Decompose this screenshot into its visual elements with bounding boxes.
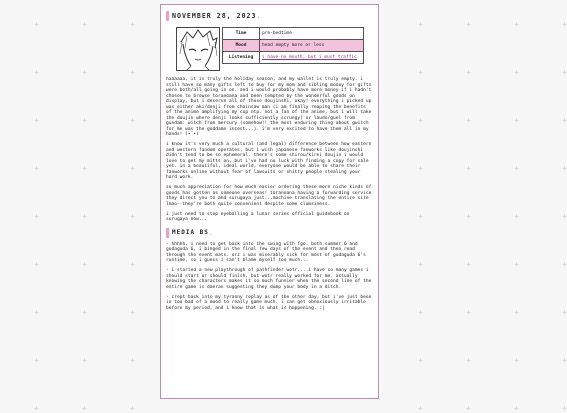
media-list-item [166, 242, 373, 264]
background-dot: + [34, 116, 39, 125]
background-dot: + [562, 356, 567, 365]
section-title: MEDIA BS [172, 229, 209, 236]
entry-date: NOVEMBER 28, 2023 [172, 12, 257, 20]
media-item-text: crept back into my tyranny replay as of the other day, but i've just been in too bad of a mood to really game much. i can get obnoxiously irritable before my period, and i know that is what is happening. :| [166, 294, 372, 311]
background-dot: + [562, 212, 567, 221]
entry-header [166, 11, 373, 21]
media-list-item [166, 268, 373, 290]
status-table [222, 27, 364, 64]
background-dot: + [82, 212, 87, 221]
background-dot: + [130, 116, 135, 125]
background-dot: + [562, 308, 567, 317]
background-dot: + [514, 212, 519, 221]
date-dot: . [256, 12, 261, 20]
background-dot: + [466, 260, 471, 269]
background-dot: + [514, 20, 519, 29]
background-dot: + [466, 164, 471, 173]
media-item-text: hhhhh, i need to get back into the swing with fgo. both summer 6 and gudaguda 6, i binged in the final few days of the event and then read through the event mats. orz i was miserably sick for most of gudaguda 6's runtime, so i guess i can't blame myself too much... [166, 241, 366, 263]
status-row-mood [223, 40, 364, 52]
background-dot: + [514, 68, 519, 77]
background-dot: + [34, 164, 39, 173]
background-dot: + [562, 164, 567, 173]
background-dot: + [82, 116, 87, 125]
media-section-header [166, 228, 373, 238]
bullet-icon: • [166, 294, 169, 300]
background-dot: + [34, 404, 39, 413]
status-value [260, 52, 364, 64]
background-dot: + [514, 404, 519, 413]
avatar [176, 27, 220, 71]
background-dot: + [418, 164, 423, 173]
background-dot: + [562, 404, 567, 413]
background-dot: + [130, 68, 135, 77]
background-dot: + [418, 20, 423, 29]
background-dot: + [34, 212, 39, 221]
status-key: Listening [223, 52, 260, 64]
entry-paragraph: i know it's very much a cultural (and legal) difference between how eastern and western fandom operates, but i wish japanese fanworks like doujinshi didn't tend to be so ephemeral. there's some shirou/kirei doujin i would love to get my mitts on, but i've had no luck with finding a copy for sale yet. in a beautiful, ideal world, everyone would be able to share their fanworks online without fear of lawsuits or shitty people stealing your hard work. [166, 142, 372, 180]
background-dot: + [466, 20, 471, 29]
background-dot: + [466, 356, 471, 365]
background-dot: + [562, 68, 567, 77]
background-dot: + [562, 260, 567, 269]
background-dot: + [466, 68, 471, 77]
bullet-icon: • [166, 268, 169, 273]
background-dot: + [418, 212, 423, 221]
background-dot: + [418, 260, 423, 269]
background-dot: + [418, 308, 423, 317]
background-dot: + [34, 260, 39, 269]
date-accent-bar [166, 11, 169, 21]
background-dot: + [466, 116, 471, 125]
background-dot: + [514, 116, 519, 125]
status-box [176, 27, 373, 71]
entry-paragraph: i just need to stop eyeballing a lunar series official guidebook on surugaya now... [166, 211, 350, 222]
background-dot: + [82, 404, 87, 413]
background-dot: + [130, 164, 135, 173]
status-key: Mood [223, 40, 260, 52]
background-dot: + [514, 260, 519, 269]
background-dot: + [130, 212, 135, 221]
anime-sketch-icon [177, 28, 219, 70]
section-dot: . [208, 228, 213, 237]
bullet-icon: • [166, 241, 169, 247]
background-dot: + [130, 404, 135, 413]
background-dot: + [130, 20, 135, 29]
journal-entry-card [160, 4, 379, 399]
background-dot: + [418, 116, 423, 125]
background-dot: + [418, 356, 423, 365]
background-dot: + [418, 404, 423, 413]
background-dot: + [82, 260, 87, 269]
background-dot: + [514, 308, 519, 317]
background-dot: + [130, 260, 135, 269]
background-dot: + [82, 164, 87, 173]
background-dot: + [562, 116, 567, 125]
background-dot: + [466, 404, 471, 413]
status-key: Time [223, 28, 260, 40]
entry-paragraph: haaaaaa, it is truly the holiday season, and my wallet is truly empty. i still have so many gifts left to buy for my mom and sibling money for gifts were both/all going in on. and i would probably have more money if i hadn't chosen to browse toranoana and been tempted by the wonderful goods on display, but i deserve all of those doujinshi, okay! everything i picked up was either aki/denji from chainsaw man (i am finally reaping the benefits of the anime amplifying my cup ntp. not a fan of the anime, but i will take the doujin where denji looks sufficiently scrungy) or laudo/guel from gundam: witch from mercury (somehow!! the most enduring thing about gwitch for me was the goddamn incest...). i'm very excited to have them all in my hands! (•ˇ•) [166, 77, 372, 137]
background-dot: + [418, 68, 423, 77]
background-dot: + [34, 308, 39, 317]
background-dot: + [130, 308, 135, 317]
status-value: pre-bedtime [260, 28, 364, 40]
background-dot: + [562, 20, 567, 29]
background-dot: + [514, 356, 519, 365]
background-dot: + [82, 20, 87, 29]
media-item-text: i started a new playthrough of pathfinder wotr....i have so many games i should start or should finish, but wotr really worked for me. actually knowing the characters makes it so much funnier when the second line of the entire game is daeran suggesting they dump your body in a ditch. [166, 268, 372, 290]
background-dot: + [34, 20, 39, 29]
media-list-item [166, 295, 373, 312]
background-dot: + [130, 356, 135, 365]
entry-paragraph: so much appreciation for how much easier ordering these more niche kinds of goods has gotten as someone overseas! toranoana having a forwarding service they direct you to and surugaya just...machine translating the entire site lmao--they're both quite convenient despite some clumsiness. [166, 185, 372, 207]
section-accent-bar [166, 228, 169, 238]
background-dot: + [466, 212, 471, 221]
background-dot: + [514, 164, 519, 173]
background-dot: + [34, 356, 39, 365]
background-dot: + [82, 308, 87, 317]
background-dot: + [466, 308, 471, 317]
status-row-time [223, 28, 364, 40]
status-value: head empty more or less [260, 40, 364, 52]
background-dot: + [82, 68, 87, 77]
background-dot: + [82, 356, 87, 365]
listening-link[interactable]: i have no mouth, but i must traffic [262, 55, 357, 60]
background-dot: + [34, 68, 39, 77]
status-row-listening [223, 52, 364, 64]
